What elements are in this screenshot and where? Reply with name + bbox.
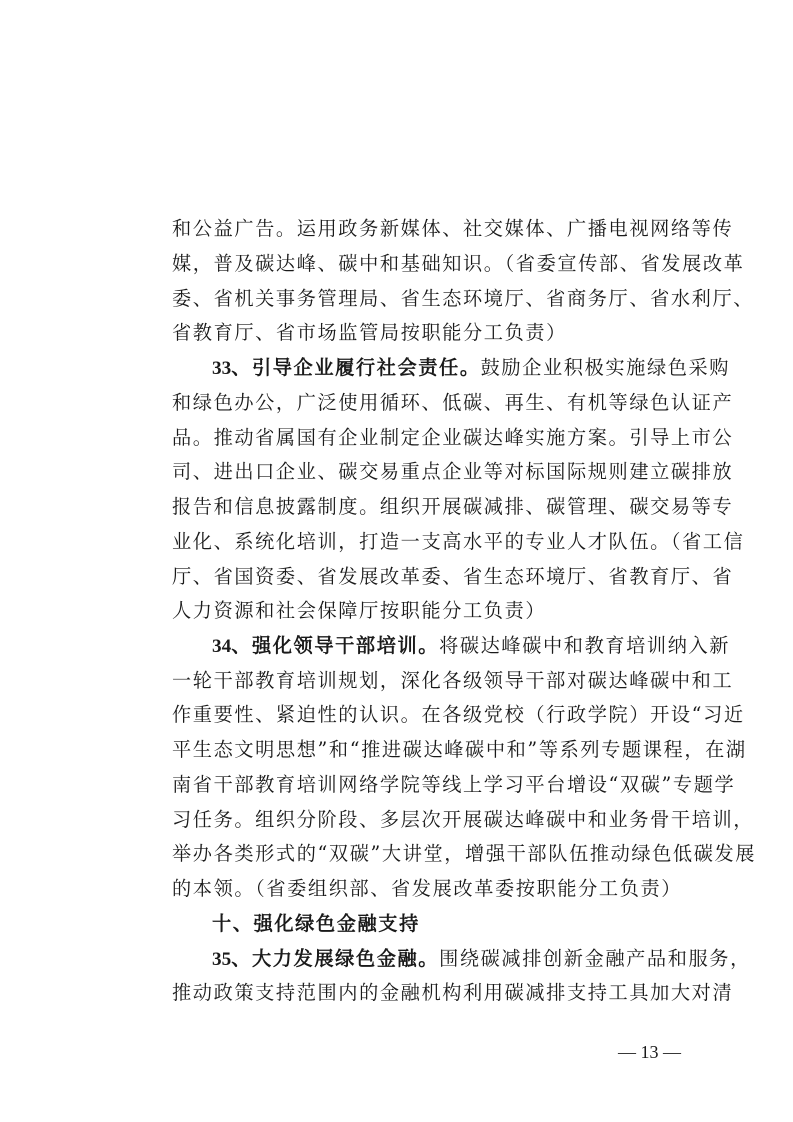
body-line (172, 735, 747, 765)
item-number: 34 (212, 636, 232, 657)
line-text: 和公益广告。运用政务新媒体、社交媒体、广播电视网络等传 (172, 217, 734, 240)
body-line (172, 805, 754, 835)
body-line (172, 423, 733, 453)
body-line (172, 214, 733, 244)
line-text: 报告和信息披露制度。组织开展碳减排、碳管理、碳交易等专 (172, 495, 734, 518)
line-text: 推动政策支持范围内的金融机构利用碳减排支持工具加大对清 (172, 981, 734, 1004)
line-text: 业化、系统化培训，打造一支高水平的专业人才队伍。（省工信 (172, 530, 745, 553)
item-number: 35 (212, 949, 232, 970)
line-text: 委、省机关事务管理局、省生态环境厅、省商务厅、省水利厅、 (172, 287, 755, 310)
item-heading: 、强化领导干部培训。 (231, 634, 440, 657)
line-text: 媒，普及碳达峰、碳中和基础知识。（省委宣传部、省发展改革 (172, 252, 745, 275)
section-title: 十、强化绿色金融支持 (212, 912, 420, 935)
item-heading: 、大力发展绿色金融。 (231, 947, 440, 970)
line-text: 人力资源和社会保障厅按职能分工负责） (172, 599, 547, 622)
line-text: 和绿色办公，广泛使用循环、低碳、再生、有机等绿色认证产 (172, 391, 734, 414)
item-34-heading-line (212, 631, 730, 661)
body-line (172, 388, 733, 418)
body-line (172, 978, 733, 1008)
line-text: 围绕碳减排创新金融产品和服务， (439, 947, 751, 970)
line-text: 的本领。（省委组织部、省发展改革委按职能分工负责） (172, 877, 683, 900)
line-text: 南省干部教育培训网络学院等线上学习平台增设“双碳”专题学 (172, 773, 736, 796)
body-line (172, 457, 733, 487)
line-text: 厅、省国资委、省发展改革委、省生态环境厅、省教育厅、省 (172, 565, 734, 588)
body-line (172, 666, 733, 696)
item-number: 33 (212, 358, 232, 379)
line-text: 作重要性、紧迫性的认识。在各级党校（行政学院）开设“习近 (172, 703, 745, 726)
body-line (172, 874, 682, 904)
line-text: 省教育厅、省市场监管局按职能分工负责） (172, 321, 567, 344)
body-line (172, 700, 745, 730)
body-line (172, 770, 735, 800)
line-text: 司、进出口企业、碳交易重点企业等对标国际规则建立碳排放 (172, 460, 734, 483)
section-heading (212, 909, 420, 939)
page-number: — 13 — (618, 1042, 681, 1062)
body-line (172, 596, 546, 626)
body-line (172, 527, 744, 557)
body-line (172, 562, 733, 592)
item-heading: 、引导企业履行社会责任。 (231, 356, 481, 379)
line-text: 平生态文明思想”和“推进碳达峰碳中和”等系列专题课程，在湖 (172, 738, 747, 761)
line-text: 品。推动省属国有企业制定企业碳达峰实施方案。引导上市公 (172, 426, 734, 449)
body-line (172, 839, 756, 869)
line-text: 将碳达峰碳中和教育培训纳入新 (439, 634, 731, 657)
line-text: 习任务。组织分阶段、多层次开展碳达峰碳中和业务骨干培训， (172, 808, 755, 831)
line-text: 鼓励企业积极实施绿色采购 (480, 356, 731, 379)
line-text: 一轮干部教育培训规划，深化各级领导干部对碳达峰碳中和工 (172, 669, 734, 692)
item-35-heading-line (212, 944, 751, 974)
body-line (172, 318, 567, 348)
item-33-heading-line (212, 353, 730, 383)
line-text: 举办各类形式的“双碳”大讲堂，增强干部队伍推动绿色低碳发展 (172, 842, 757, 865)
body-line (172, 249, 744, 279)
body-line (172, 284, 754, 314)
body-line (172, 492, 733, 522)
